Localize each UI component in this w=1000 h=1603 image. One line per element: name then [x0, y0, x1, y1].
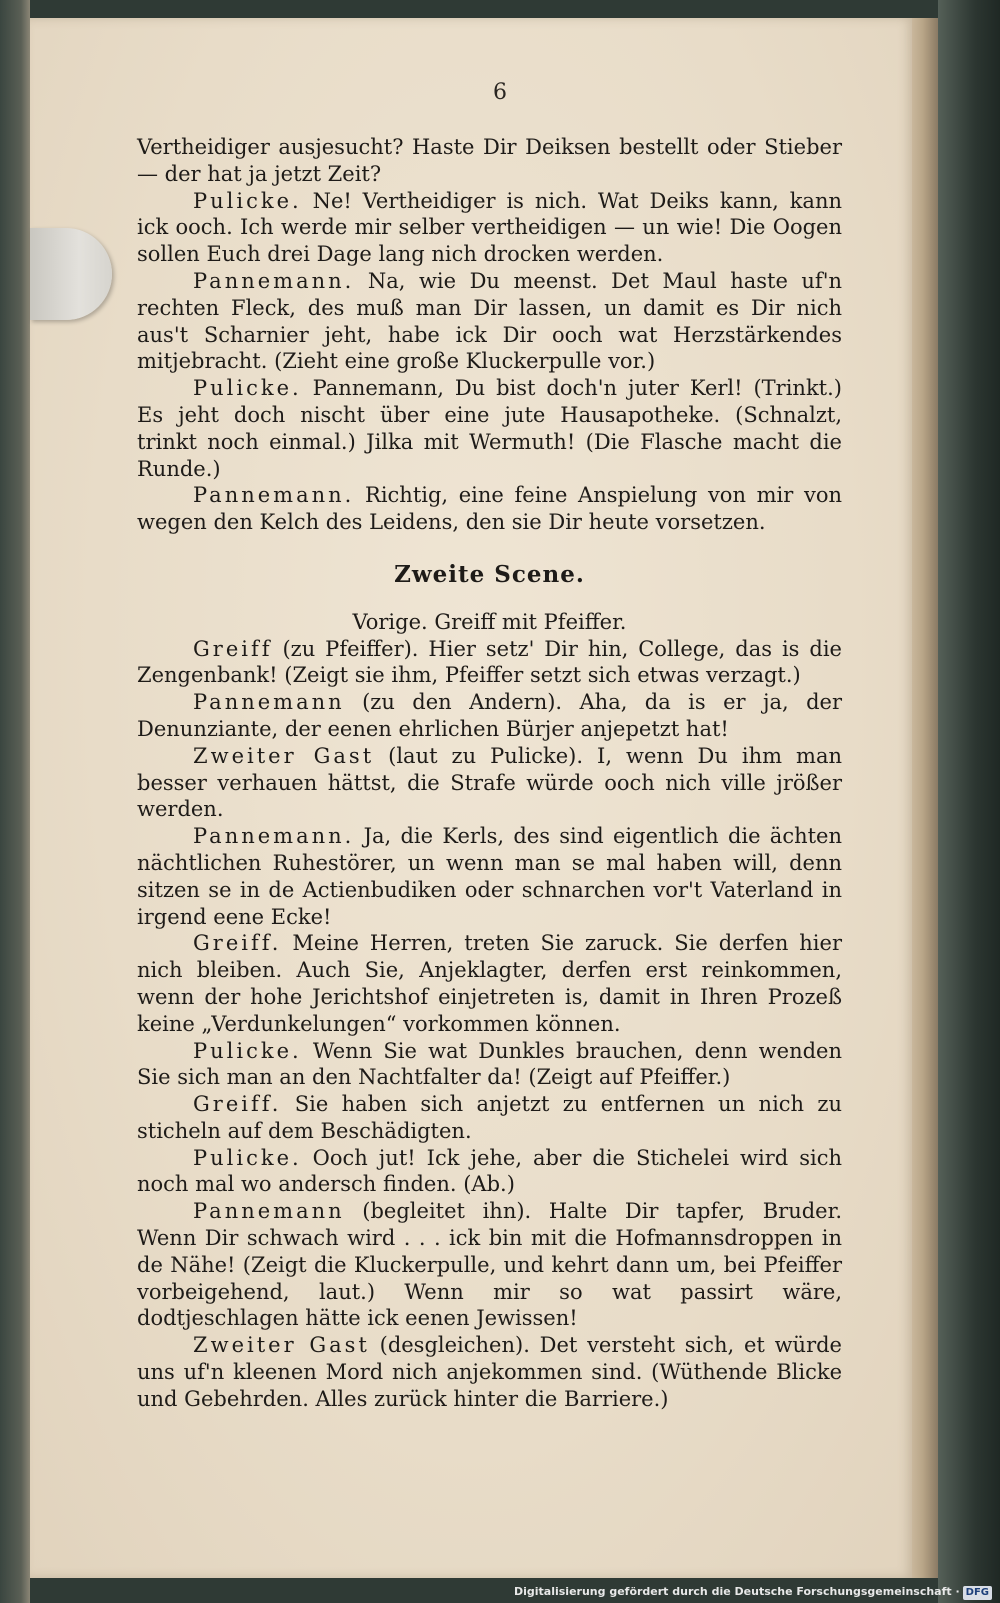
paragraph	[137, 636, 842, 690]
speaker-name: Greiff.	[193, 931, 282, 956]
paragraph	[137, 1198, 842, 1332]
page-tab-marker	[30, 228, 112, 320]
page-gutter	[912, 18, 938, 1578]
paragraph	[137, 743, 842, 823]
paragraph-text: Pannemann, Du bist doch'n juter Kerl! (Trinkt.) Es jeht doch nischt über eine jute Hausapotheke. (Schnalzt, trinkt noch einmal.) Jilka mit Wermuth! (Die Flasche macht die Runde.)	[137, 376, 842, 481]
right-book-cover	[938, 0, 1000, 1603]
speaker-name: Pulicke.	[193, 188, 302, 213]
cast-line: Vorige. Greiff mit Pfeiffer.	[352, 609, 627, 634]
speaker-name: Pannemann	[193, 1199, 345, 1224]
paragraph	[137, 268, 842, 375]
paragraph	[137, 1332, 842, 1412]
left-book-cover	[0, 0, 30, 1603]
paragraph-text: Wenn Sie wat Dunkles brauchen, denn wenden Sie sich man an den Nachtfalter da! (Zeigt auf Pfeiffer.)	[137, 1038, 842, 1090]
paragraph	[137, 1145, 842, 1199]
paragraph-text: Na, wie Du meenst. Det Maul haste uf'n rechten Fleck, des muß man Dir lassen, un damit es Dir nich aus't Scharnier jeht, habe ick Dir ooch wat Herzstärkendes mitjebracht. (Zieht eine große Kluckerpulle vor.)	[137, 268, 842, 374]
speaker-name: Pannemann.	[193, 268, 355, 293]
speaker-name: Zweiter Gast	[193, 743, 375, 768]
paragraph	[137, 823, 842, 930]
digitization-credit	[514, 1581, 992, 1603]
paragraph-text: Ne! Vertheidiger is nich. Wat Deiks kann, kann ick ooch. Ich werde mir selber vertheidigen — un wie! Die Oogen sollen Euch drei Dage lang nich drocken werden.	[137, 188, 842, 267]
paragraph	[137, 134, 842, 188]
paragraph	[137, 1091, 842, 1145]
paragraph	[137, 188, 842, 268]
paragraph-text: Vertheidiger ausjesucht? Haste Dir Deiksen bestellt oder Stieber — der hat ja jetzt Zeit?	[137, 135, 842, 186]
speaker-name: Zweiter Gast	[193, 1333, 370, 1358]
dfg-logo: DFG	[963, 1586, 992, 1600]
paragraphs-after-scene	[137, 636, 842, 1413]
paragraph	[137, 375, 842, 482]
paragraph-text: (desgleichen). Det versteht sich, et würde uns uf'n kleenen Mord nich anjekommen sind. (Wüthende Blicke und Gebehrden. Alles zurück hinter die Barriere.)	[137, 1333, 842, 1411]
page-number: 6	[493, 80, 507, 105]
scene-title: Zweite Scene.	[394, 560, 585, 588]
speaker-name: Greiff	[193, 636, 273, 661]
body-text	[137, 134, 842, 1413]
speaker-name: Greiff.	[193, 1092, 282, 1117]
paragraph-text: (begleitet ihn). Halte Dir tapfer, Bruder. Wenn Dir schwach wird . . . ick bin mit die Hofmannsdroppen in de Nähe! (Zeigt die Kluckerpulle, und kehrt dann um, bei Pfeiffer vorbeigehend, laut.) Wenn mir so wat passirt wäre, dodtjeschlagen hätte ick eenen Jewissen!	[137, 1199, 842, 1331]
credit-text: Digitalisierung gefördert durch die Deutsche Forschungsgemeinschaft ·	[513, 1585, 960, 1598]
paragraphs-before-scene	[137, 134, 842, 536]
paragraph-text: Ooch jut! Ick jehe, aber die Stichelei wird sich noch mal wo andersch finden. (Ab.)	[137, 1145, 842, 1197]
speaker-name: Pulicke.	[193, 1038, 302, 1063]
paragraph	[137, 930, 842, 1037]
paragraph-text: (zu Pfeiffer). Hier setz' Dir hin, College, das is die Zengenbank! (Zeigt sie ihm, Pfeiffer setzt sich etwas verzagt.)	[137, 636, 842, 688]
paragraph-text: Sie haben sich anjetzt zu entfernen un nich zu sticheln auf dem Beschädigten.	[137, 1092, 842, 1143]
speaker-name: Pannemann.	[193, 483, 355, 508]
paragraph-text: (zu den Andern). Aha, da is er ja, der Denunziante, der eenen ehrlichen Bürjer anjepetzt hat!	[137, 690, 842, 741]
paragraph	[137, 482, 842, 536]
paragraph-text: Ja, die Kerls, des sind eigentlich die ächten nächtlichen Ruhestörer, un wenn man se mal haben will, denn sitzen se in de Actienbudiken oder schnarchen vor't Vaterland in irgend eene Ecke!	[137, 824, 842, 929]
speaker-name: Pulicke.	[193, 376, 302, 401]
speaker-name: Pannemann	[193, 690, 345, 715]
paragraph-text: Meine Herren, treten Sie zaruck. Sie derfen hier nich bleiben. Auch Sie, Anjeklagter, derfen erst reinkommen, wenn der hohe Jerichtshof einjetreten is, damit in Ihren Prozeß keine „Verdunkelungen“ vorkommen können.	[137, 931, 842, 1036]
paragraph	[137, 1038, 842, 1092]
paragraph-text: (laut zu Pulicke). I, wenn Du ihm man besser verhauen hättst, die Strafe würde ooch nich ville jrößer werden.	[137, 743, 842, 822]
paragraph	[137, 689, 842, 743]
speaker-name: Pulicke.	[193, 1145, 302, 1170]
speaker-name: Pannemann.	[193, 824, 355, 849]
paragraph-text: Richtig, eine feine Anspielung von mir von wegen den Kelch des Leidens, den sie Dir heute vorsetzen.	[137, 483, 842, 535]
